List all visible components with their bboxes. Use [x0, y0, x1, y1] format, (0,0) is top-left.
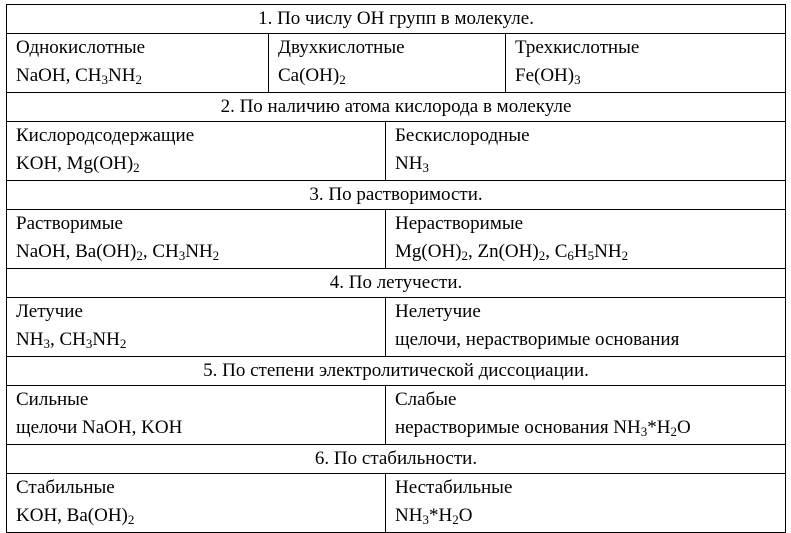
category-examples: [395, 326, 776, 354]
formula-text: , CH: [49, 329, 86, 350]
formula-text: *H: [647, 417, 671, 438]
formula-subscript: 2: [621, 248, 629, 263]
formula-text: KOH, Mg(OH): [16, 153, 134, 174]
formula-text: , C: [545, 241, 568, 262]
formula-subscript: 3: [422, 512, 429, 527]
formula-text: KOH, Ba(OH): [16, 505, 128, 526]
category-examples: [16, 62, 259, 90]
formula-text: NH: [185, 241, 213, 262]
section-row: [7, 34, 786, 93]
section-header-row: [7, 181, 786, 210]
formula-subscript: 3: [640, 424, 648, 439]
category-label: Нерастворимые: [395, 213, 524, 234]
section-row: [7, 386, 786, 445]
section-title: 1. По числу ОН групп в молекуле.: [7, 5, 786, 34]
formula-text: , Zn(OH): [468, 241, 539, 262]
section-header-row: [7, 5, 786, 34]
formula-subscript: 2: [670, 424, 677, 439]
formula-text: NH: [92, 329, 120, 350]
section-header-row: [7, 445, 786, 474]
section-title: 3. По растворимости.: [7, 181, 786, 210]
category-label: Кислородсодержащие: [16, 125, 195, 146]
category-examples: [395, 502, 776, 530]
category-label: Слабые: [395, 389, 457, 410]
category-label: Бескислородные: [395, 125, 530, 146]
category-label: Двухкислотные: [278, 37, 405, 58]
classification-table: [6, 4, 786, 533]
category-label: Нестабильные: [395, 477, 513, 498]
formula-text: Mg(OH): [395, 241, 462, 262]
formula-text: O: [458, 505, 473, 526]
category-cell: [386, 210, 786, 269]
category-label: Летучие: [16, 301, 83, 322]
formula-subscript: 2: [135, 72, 142, 87]
formula-subscript: 3: [85, 336, 93, 351]
formula-text: NH: [16, 329, 44, 350]
category-examples: [395, 414, 776, 442]
category-label: Нелетучие: [395, 301, 481, 322]
formula-text: NH: [395, 505, 423, 526]
formula-subscript: 2: [212, 248, 220, 263]
category-label: Растворимые: [16, 213, 123, 234]
category-cell: [386, 474, 786, 533]
formula-text: щелочи, нерастворимые основания: [395, 329, 680, 350]
formula-text: NH: [395, 153, 423, 174]
section-row: [7, 474, 786, 533]
formula-subscript: 3: [574, 72, 581, 87]
formula-text: O: [676, 417, 691, 438]
formula-subscript: 2: [538, 248, 546, 263]
category-cell: [386, 298, 786, 357]
formula-text: Ca(OH): [278, 65, 340, 86]
section-row: [7, 298, 786, 357]
category-examples: [16, 150, 376, 178]
section-row: [7, 122, 786, 181]
formula-text: щелочи NaOH, KOH: [16, 417, 183, 438]
category-cell: [7, 474, 386, 533]
category-cell: [386, 122, 786, 181]
category-cell: [7, 34, 269, 93]
formula-subscript: 5: [587, 248, 595, 263]
category-cell: [386, 386, 786, 445]
section-header-row: [7, 93, 786, 122]
formula-subscript: 2: [452, 512, 459, 527]
formula-subscript: 2: [133, 160, 140, 175]
formula-subscript: 3: [43, 336, 50, 351]
formula-text: нерастворимые основания NH: [395, 417, 641, 438]
category-cell: [7, 122, 386, 181]
formula-text: NH: [594, 241, 622, 262]
section-title: 2. По наличию атома кислорода в молекуле: [7, 93, 786, 122]
category-cell: [7, 210, 386, 269]
section-title: 6. По стабильности.: [7, 445, 786, 474]
formula-subscript: 2: [119, 336, 127, 351]
formula-text: Fe(OH): [515, 65, 575, 86]
category-label: Однокислотные: [16, 37, 146, 58]
formula-text: NH: [108, 65, 136, 86]
category-label: Сильные: [16, 389, 89, 410]
formula-text: *H: [428, 505, 453, 526]
category-examples: [16, 414, 376, 442]
category-examples: [515, 62, 776, 90]
formula-text: NaOH, CH: [16, 65, 102, 86]
category-cell: [506, 34, 786, 93]
section-header-row: [7, 269, 786, 298]
formula-subscript: 2: [461, 248, 468, 263]
formula-subscript: 6: [567, 248, 574, 263]
category-label: Трехкислотные: [515, 37, 640, 58]
section-row: [7, 210, 786, 269]
formula-subscript: 3: [101, 72, 108, 87]
formula-text: , CH: [142, 241, 179, 262]
category-examples: [278, 62, 496, 90]
section-title: 5. По степени электролитической диссоциации.: [7, 357, 786, 386]
category-cell: [269, 34, 506, 93]
formula-subscript: 2: [339, 72, 346, 87]
category-examples: [16, 502, 376, 530]
formula-text: NaOH, Ba(OH): [16, 241, 137, 262]
category-examples: [395, 150, 776, 178]
formula-text: H: [573, 241, 588, 262]
formula-subscript: 3: [422, 160, 429, 175]
category-cell: [7, 298, 386, 357]
formula-subscript: 2: [136, 248, 143, 263]
category-label: Стабильные: [16, 477, 115, 498]
formula-subscript: 2: [127, 512, 135, 527]
category-examples: [16, 326, 376, 354]
section-header-row: [7, 357, 786, 386]
section-title: 4. По летучести.: [7, 269, 786, 298]
category-examples: [395, 238, 776, 266]
formula-subscript: 3: [178, 248, 186, 263]
category-examples: [16, 238, 376, 266]
category-cell: [7, 386, 386, 445]
